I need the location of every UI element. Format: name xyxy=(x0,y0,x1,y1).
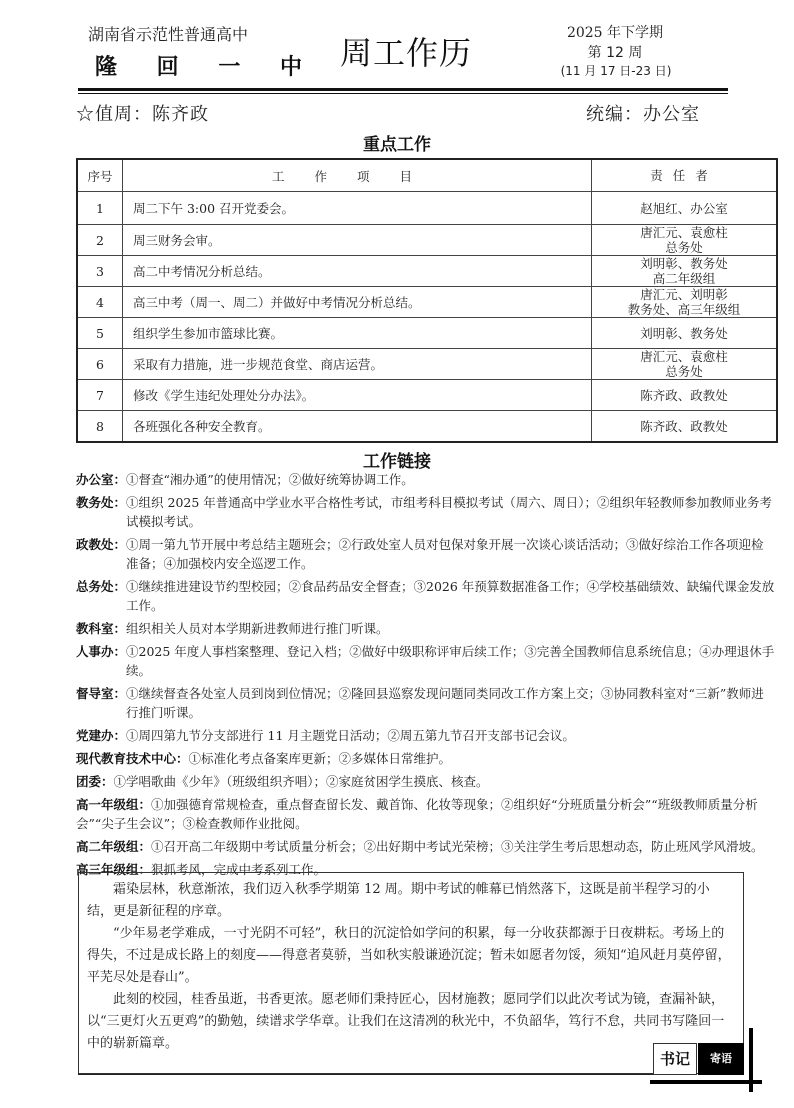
table-row xyxy=(77,380,777,411)
link-label: 高一年级组： xyxy=(76,797,152,812)
link-text: ①学唱歌曲《少年》（班级组织齐唱）；②家庭贫困学生摸底、核查。 xyxy=(113,774,489,789)
message-tag: 寄语 xyxy=(698,1043,744,1075)
link-label: 高二年级组： xyxy=(76,839,152,854)
school-name: 隆 回 一 中 xyxy=(95,55,318,80)
message-bottom-rule xyxy=(78,1074,653,1075)
row-owner xyxy=(592,256,778,287)
term-label: 2025 年下学期 xyxy=(566,25,664,41)
link-text: ①组织 2025 年普通高中学业水平合格性考试，市组考科目模拟考试（周六、周日）；②组织年轻教师参加教师业务考试模拟考试。 xyxy=(126,495,773,529)
link-label: 现代教育技术中心： xyxy=(76,751,189,766)
row-item: 高三中考（周一、周二）并做好中考情况分析总结。 xyxy=(123,287,592,318)
owner-line-1: 陈齐政、政教处 xyxy=(640,387,728,403)
editor-office: 统编：办公室 xyxy=(586,104,700,125)
owner-line-1: 刘明彰、教务处 xyxy=(640,256,728,271)
week-number: 第 12 周 xyxy=(587,45,643,61)
row-owner xyxy=(592,318,778,349)
row-owner xyxy=(592,287,778,318)
link-item-hr xyxy=(76,642,776,680)
row-owner xyxy=(592,349,778,380)
link-text: ①2025 年度人事档案整理、登记入档；②做好中级职称评审后续工作；③完善全国教师信息系统信息；④办理退休手续。 xyxy=(126,644,775,678)
owner-line-1: 唐汇元、刘明彰 xyxy=(640,287,728,302)
link-label: 党建办： xyxy=(76,728,127,743)
link-text: ①召开高二年级期中考试质量分析会；②出好期中考试光荣榜；③关注学生考后思想动态，防止班风学风滑坡。 xyxy=(151,839,764,854)
row-no: 8 xyxy=(77,411,123,443)
school-province-line: 湖南省示范性普通高中 xyxy=(88,25,249,44)
row-no: 6 xyxy=(77,349,123,380)
message-paragraph: “少年易老学难成，一寸光阴不可轻”，秋日的沉淀恰如学问的积累，每一分收获都源于日夜耕耘。考场上的得失，不过是成长路上的刻度——得意者莫骄，当如秋实般谦逊沉淀；暂未如愿者勿馁，须知“追风赶月莫停留，平芜尽处是春山”。 xyxy=(87,926,731,985)
key-work-title: 重点工作 xyxy=(363,135,431,155)
row-owner xyxy=(592,411,778,443)
message-paragraph: 此刻的校园，桂香虽逝，书香更浓。愿老师们秉持匠心，因材施教；愿同学们以此次考试为镜，查漏补缺，以“三更灯火五更鸡”的勤勉，续谱求学华章。让我们在这清冽的秋光中，不负韶华，笃行不怠，共同书写隆回一中的崭新篇章。 xyxy=(87,992,725,1051)
owner-line-2: 总务处 xyxy=(665,364,703,379)
link-item-grade-1 xyxy=(76,795,776,833)
row-owner xyxy=(592,225,778,256)
row-no: 4 xyxy=(77,287,123,318)
row-no: 5 xyxy=(77,318,123,349)
page-title: 周工作历 xyxy=(340,34,473,72)
secretary-message-box xyxy=(78,872,744,1074)
col-header-no: 序号 xyxy=(77,159,123,192)
row-owner xyxy=(592,192,778,225)
link-item-supervision xyxy=(76,684,776,722)
link-label: 团委： xyxy=(76,774,114,789)
decorative-bar-horizontal xyxy=(650,1080,762,1084)
link-text: ①继续督查各处室人员到岗到位情况；②隆回县巡察发现问题同类同改工作方案上交；③协同教科室对“三新”教师进行推门听课。 xyxy=(126,686,764,720)
table-row xyxy=(77,318,777,349)
link-item-academic xyxy=(76,493,776,531)
owner-line-1: 赵旭红、办公室 xyxy=(640,200,728,216)
link-label: 人事办： xyxy=(76,644,127,659)
row-item: 周二下午 3:00 召开党委会。 xyxy=(123,192,592,225)
row-owner xyxy=(592,380,778,411)
header-rule-thick xyxy=(78,88,728,91)
row-item: 高二中考情况分析总结。 xyxy=(123,256,592,287)
table-row xyxy=(77,411,777,443)
owner-line-2: 总务处 xyxy=(665,240,703,255)
owner-line-2: 高二年级组 xyxy=(652,271,716,286)
link-text: ①督查“湘办通”的使用情况；②做好统筹协调工作。 xyxy=(126,472,414,487)
link-label: 政教处： xyxy=(76,537,127,552)
work-links-list xyxy=(76,470,776,883)
owner-line-2: 教务处、高三年级组 xyxy=(627,302,741,317)
link-item-political xyxy=(76,535,776,573)
table-row xyxy=(77,225,777,256)
link-label: 督导室： xyxy=(76,686,127,701)
link-text: ①继续推进建设节约型校园；②食品药品安全督查；③2026 年预算数据准备工作；④学校基础绩效、缺编代课金发放工作。 xyxy=(126,579,775,613)
owner-line-1: 唐汇元、袁愈柱 xyxy=(640,349,728,364)
link-text: ①加强德育常规检查，重点督查留长发、戴首饰、化妆等现象；②组织好“分班质量分析会”“班级教师质量分析会”“尖子生会议”；③检查教师作业批阅。 xyxy=(76,797,758,831)
decorative-bar-vertical xyxy=(749,1028,753,1092)
owner-line-1: 唐汇元、袁愈柱 xyxy=(640,225,728,240)
link-label: 高三年级组： xyxy=(76,862,152,877)
link-item-office xyxy=(76,470,776,489)
row-item: 采取有力措施，进一步规范食堂、商店运营。 xyxy=(123,349,592,380)
table-row xyxy=(77,349,777,380)
link-label: 教务处： xyxy=(76,495,127,510)
link-item-grade-2 xyxy=(76,837,776,856)
row-item: 周三财务会审。 xyxy=(123,225,592,256)
work-links-title: 工作链接 xyxy=(363,452,431,472)
secretary-tag: 书记 xyxy=(653,1043,697,1075)
link-text: ①周一第九节开展中考总结主题班会；②行政处室人员对包保对象开展一次谈心谈话活动；③做好综治工作各项迎检准备；④加强校内安全巡逻工作。 xyxy=(126,537,764,571)
header-rule-thin xyxy=(78,93,728,94)
link-text: 狠抓考风，完成中考系列工作。 xyxy=(151,862,327,877)
link-item-youth-league xyxy=(76,772,776,791)
duty-person: ☆值周：陈齐政 xyxy=(76,104,209,125)
col-header-item: 工作项目 xyxy=(123,159,592,192)
table-row xyxy=(77,192,777,225)
link-text: 组织相关人员对本学期新进教师进行推门听课。 xyxy=(126,621,389,636)
row-item: 修改《学生违纪处理处分办法》。 xyxy=(123,380,592,411)
row-no: 3 xyxy=(77,256,123,287)
date-range: (11 月 17 日-23 日) xyxy=(560,64,672,78)
row-item: 组织学生参加市篮球比赛。 xyxy=(123,318,592,349)
col-header-owner: 责任者 xyxy=(592,159,778,192)
link-item-tech-center xyxy=(76,749,776,768)
table-row xyxy=(77,287,777,318)
row-no: 1 xyxy=(77,192,123,225)
row-no: 7 xyxy=(77,380,123,411)
table-row xyxy=(77,256,777,287)
row-item: 各班强化各种安全教育。 xyxy=(123,411,592,443)
message-paragraph: 霜染层林，秋意渐浓，我们迈入秋季学期第 12 周。期中考试的帷幕已悄然落下，这既是前半程学习的小结，更是新征程的序章。 xyxy=(87,882,710,919)
link-item-party xyxy=(76,726,776,745)
link-label: 总务处： xyxy=(76,579,127,594)
link-label: 教科室： xyxy=(76,621,127,636)
link-item-general-affairs xyxy=(76,577,776,615)
link-text: ①周四第九节分支部进行 11 月主题党日活动；②周五第九节召开支部书记会议。 xyxy=(126,728,575,743)
link-text: ①标准化考点备案库更新；②多媒体日常维护。 xyxy=(188,751,452,766)
key-work-table xyxy=(76,158,778,443)
table-header-row xyxy=(77,159,777,192)
row-no: 2 xyxy=(77,225,123,256)
link-item-research xyxy=(76,619,776,638)
owner-line-1: 刘明彰、教务处 xyxy=(640,325,728,341)
owner-line-1: 陈齐政、政教处 xyxy=(640,418,728,434)
link-label: 办公室： xyxy=(76,472,127,487)
